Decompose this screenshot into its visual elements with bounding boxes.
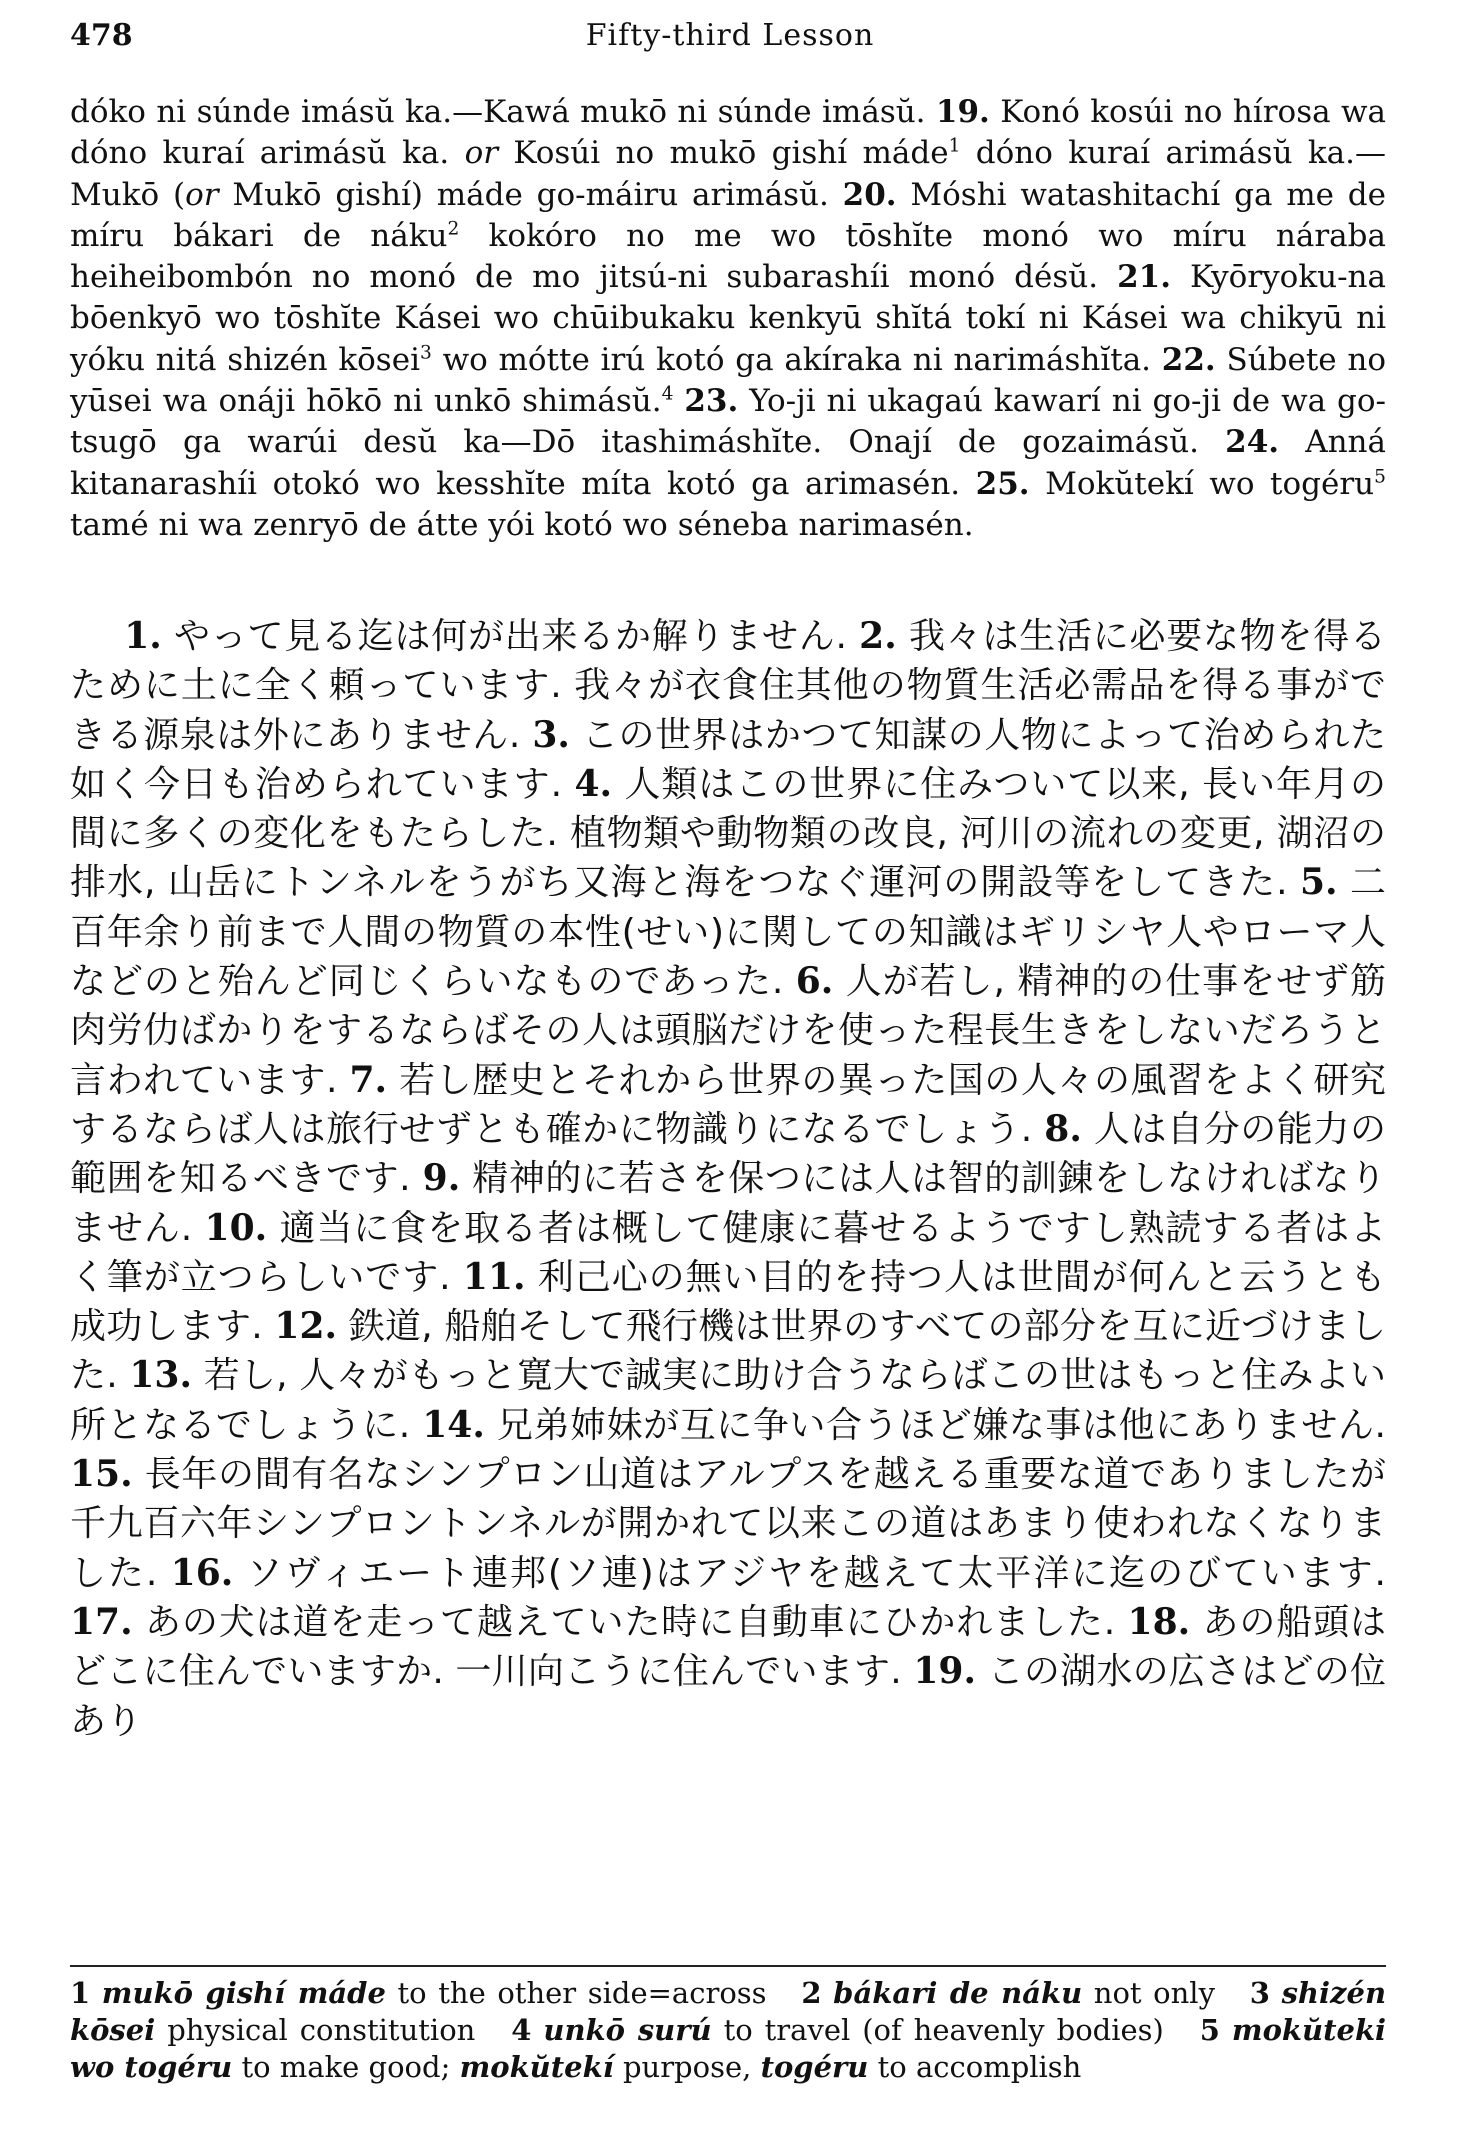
japanese-sentence: 我々は生活に必要な物を得るために土に全く頼っています. 我々が衣食住其他の物質生活必需品を得る事ができる源泉は外にありません. xyxy=(70,616,1386,756)
footnote-definition: to travel (of heavenly bodies) xyxy=(723,2013,1164,2047)
japanese-sentence: 兄弟姉妹が互に争い合うほど嫌な事は他にありません. xyxy=(496,1404,1386,1446)
sentence-number: 20. xyxy=(842,176,897,213)
footnote-term: togéru xyxy=(760,2050,869,2084)
footnote-term: mokŭteki wo togéru xyxy=(70,2013,1387,2084)
footnote-number: 3 xyxy=(1249,1976,1270,2010)
sentence-number: 16. xyxy=(170,1551,234,1594)
footnote-marker: 1 xyxy=(948,135,961,157)
romaji-sentence: Konó kosúi no hírosa wa dóno kuraí arimásŭ ka. xyxy=(70,94,1386,172)
footnote-number: 1 xyxy=(70,1976,91,2010)
footnotes xyxy=(70,1965,1386,2086)
footnote-term: unkō surú xyxy=(543,2013,712,2047)
footnote-marker: 3 xyxy=(419,342,432,364)
sentence-number: 12. xyxy=(274,1305,338,1348)
footnote-term: bákari de náku xyxy=(833,1976,1083,2010)
japanese-sentence: ソヴィエート連邦(ソ連)はアジヤを越えて太平洋に迄のびています. xyxy=(246,1552,1387,1594)
sentence-number: 8. xyxy=(1044,1107,1082,1150)
sentence-number: 10. xyxy=(204,1206,268,1249)
romaji-sentence: kokóro no me wo tōshĭte monó wo míru náraba heiheibombón no monó de mo jitsú-ni subarashíi monó désŭ. xyxy=(70,217,1386,296)
sentence-number: 11. xyxy=(462,1255,526,1298)
sentence-number: 3. xyxy=(532,713,570,756)
japanese-paragraph xyxy=(70,612,1386,1746)
footnote-marker: 2 xyxy=(447,218,460,240)
sentence-number: 4. xyxy=(574,762,613,805)
romaji-line: dóko ni súnde imásŭ ka.—Kawá mukō ni súnde imásŭ. xyxy=(70,94,926,130)
sentence-number: 14. xyxy=(422,1403,485,1446)
footnote-number: 5 xyxy=(1199,2013,1220,2047)
japanese-sentence: この世界はかつて知謀の人物によって治められた如く今日も治められています. xyxy=(70,714,1386,805)
footnote-text xyxy=(70,1975,1386,2086)
sentence-number: 19. xyxy=(935,94,990,130)
romaji-sentence: Mokŭtekí wo togéru xyxy=(1045,465,1375,502)
sentence-number: 19. xyxy=(913,1650,976,1693)
footnote-term: shizén kōsei xyxy=(70,1976,1387,2047)
sentence-number: 9. xyxy=(422,1157,461,1200)
romaji-sentence: Yo-ji ni ukagaú kawarí ni go-ji de wa go-tsugō ga warúi desŭ ka—Dō itashimáshĭte. Onají de gozaimásŭ. xyxy=(70,383,1386,461)
romaji-sentence: dóno kuraí arimásŭ ka.—Mukō ( xyxy=(70,135,1386,213)
footnote-definition: to accomplish xyxy=(877,2050,1082,2084)
page-header xyxy=(70,18,1390,58)
japanese-sentence: 鉄道, 船舶そして飛行機は世界のすべての部分を互に近づけました. xyxy=(70,1306,1386,1397)
running-head: Fifty-third Lesson xyxy=(585,18,875,53)
romaji-sentence: Súbete no yūsei wa onáji hōkō ni unkō shimásŭ. xyxy=(70,341,1387,420)
romaji-sentence: tamé ni wa zenryō de átte yói kotó wo séneba narimasén. xyxy=(70,506,974,543)
romaji-sentence: wo mótte irú kotó ga akíraka ni narimáshĭta. xyxy=(442,341,1152,378)
footnote-definition: physical constitution xyxy=(167,2013,476,2047)
sentence-number: 17. xyxy=(70,1600,133,1643)
footnote-marker: 4 xyxy=(661,383,674,405)
footnote-term: mokŭtekí xyxy=(459,2050,614,2084)
page-number: 478 xyxy=(70,18,133,53)
sentence-number: 23. xyxy=(684,383,739,420)
footnote-definition: purpose, xyxy=(622,2050,752,2084)
romaji-sentence: Kosúi no mukō gishí máde xyxy=(513,135,949,172)
sentence-number: 25. xyxy=(975,465,1030,502)
sentence-number: 18. xyxy=(1127,1600,1191,1643)
sentence-number: 2. xyxy=(859,615,897,657)
japanese-sentence: やって見る迄は何が出来るか解りません. xyxy=(174,616,847,657)
japanese-sentence: 精神的に若さを保つには人は智的訓錬をしなければなりません. xyxy=(70,1158,1387,1249)
footnote-number: 4 xyxy=(511,2013,532,2047)
or-word: or xyxy=(185,176,219,213)
japanese-sentence: 人類はこの世界に住みついて以来, 長い年月の間に多くの変化をもたらした. 植物類や動物類の改良, 河川の流れの変更, 湖沼の排水, 山岳にトンネルをうがち又海と海をつなぐ運河の開設等をしてきた. xyxy=(70,763,1386,904)
sentence-number: 21. xyxy=(1117,259,1172,296)
romaji-sentence: Mukō gishí) máde go-máiru arimásŭ. xyxy=(232,176,829,213)
japanese-sentence: 適当に食を取る者は概して健康に暮せるようですし熟読する者はよく筆が立つらしいです. xyxy=(70,1207,1386,1298)
footnote-definition: to the other side=across xyxy=(397,1976,767,2010)
japanese-sentence: あの船頭はどこに住んでいますか. 一川向こうに住んでいます. xyxy=(70,1601,1386,1693)
japanese-sentence: 二百年余り前まで人間の物質の本性(せい)に関しての知識はギリシヤ人やローマ人などのと殆んど同じくらいなものであった. xyxy=(70,862,1386,1003)
romaji-paragraph xyxy=(70,92,1386,546)
footnote-number: 2 xyxy=(801,1976,822,2010)
japanese-sentence: 若し歴史とそれから世界の異った国の人々の風習をよく研究するならば人は旅行せずとも確かに物識りになるでしょう. xyxy=(70,1059,1386,1150)
romaji-sentence: Kyōryoku-na bōenkyō wo tōshĭte Kásei wo chūibukaku kenkyū shĭtá tokí ni Kásei wa chikyū ni yóku nitá shizén kōsei xyxy=(70,259,1387,378)
romaji-sentence: Móshi watashitachí ga me de míru bákari de náku xyxy=(70,176,1386,254)
sentence-number: 24. xyxy=(1225,424,1280,461)
japanese-sentence: 人は自分の能力の範囲を知るべきです. xyxy=(70,1108,1386,1200)
sentence-number: 5. xyxy=(1299,861,1338,904)
sentence-number: 22. xyxy=(1161,341,1216,378)
sentence-number: 1. xyxy=(124,615,162,657)
japanese-sentence: あの犬は道を走って越えていた時に自動車にひかれました. xyxy=(144,1601,1116,1643)
japanese-sentence: 人が若し, 精神的の仕事をせず筋肉労仂ばかりをするならばその人は頭脳だけを使った程長生きをしないだろうと言われています. xyxy=(70,961,1386,1101)
sentence-number: 7. xyxy=(349,1058,388,1101)
footnote-definition: to make good; xyxy=(241,2050,451,2084)
sentence-number: 15. xyxy=(70,1453,133,1496)
footnote-marker: 5 xyxy=(1374,466,1386,488)
or-word: or xyxy=(464,135,499,172)
sentence-number: 13. xyxy=(129,1354,193,1397)
japanese-sentence: この湖水の広さはどの位あり xyxy=(70,1651,1386,1742)
japanese-sentence: 若し, 人々がもっと寛大で誠実に助け合うならばこの世はもっと住みよい所となるでしょうに. xyxy=(70,1355,1387,1446)
romaji-sentence: Anná kitanarashíi otokó wo kesshĭte míta kotó ga arimasén. xyxy=(70,424,1387,502)
footnote-definition: not only xyxy=(1093,1976,1215,2010)
japanese-sentence: 長年の間有名なシンプロン山道はアルプスを越える重要な道でありましたが千九百六年シンプロントンネルが開かれて以来この道はあまり使われなくなりました. xyxy=(70,1454,1386,1594)
sentence-number: 6. xyxy=(795,960,834,1003)
japanese-sentence: 利己心の無い目的を持つ人は世間が何んと云うとも成功します. xyxy=(70,1256,1386,1348)
footnote-term: mukō gishí máde xyxy=(101,1976,386,2010)
